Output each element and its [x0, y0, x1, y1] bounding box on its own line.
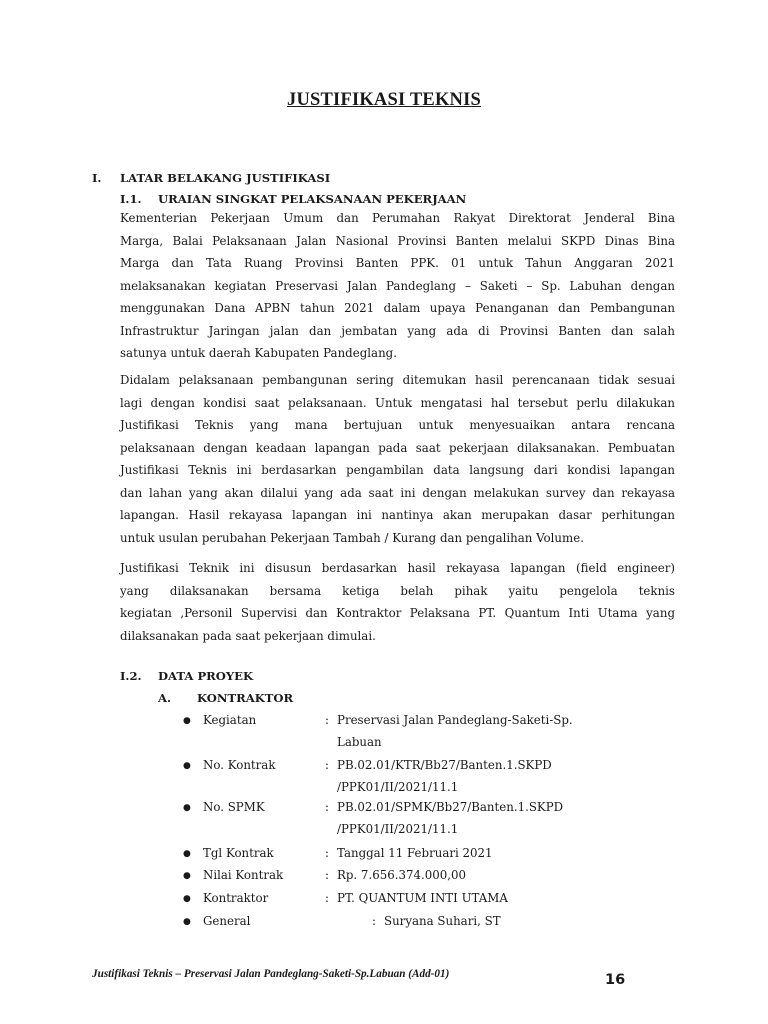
- bullet-icon: ●: [183, 894, 191, 904]
- paragraph-line: Marga, Balai Pelaksanaan Jalan Nasional Provinsi Banten melalui SKPD Dinas Bina: [120, 233, 675, 248]
- item-value: Preservasi Jalan Pandeglang-Saketi-Sp.: [337, 713, 573, 727]
- paragraph-line: kegiatan ,Personil Supervisi dan Kontraktor Pelaksana PT. Quantum Inti Utama yang: [120, 606, 675, 620]
- item-label: Tgl Kontrak: [203, 846, 274, 860]
- item-value-continued: Labuan: [337, 735, 382, 749]
- item-colon: :: [325, 868, 329, 882]
- item-colon: :: [325, 713, 329, 727]
- paragraph-line: untuk usulan perubahan Pekerjaan Tambah / Kurang dan pengalihan Volume.: [120, 530, 584, 545]
- paragraph-line: Kementerian Pekerjaan Umum dan Perumahan Rakyat Direktorat Jenderal Bina: [120, 211, 675, 225]
- item-value-continued: /PPK01/II/2021/11.1: [337, 780, 459, 794]
- paragraph-line: pelaksanaan dengan keadaan lapangan pada saat pekerjaan dilaksanakan. Pembuatan: [120, 440, 675, 455]
- subsection-heading: URAIAN SINGKAT PELAKSANAAN PEKERJAAN: [158, 192, 467, 206]
- subsection-number: I.2.: [120, 669, 142, 683]
- item-value: PB.02.01/KTR/Bb27/Banten.1.SKPD: [337, 758, 552, 772]
- paragraph-line: Justifikasi Teknik ini disusun berdasarkan hasil rekayasa lapangan (field engineer): [120, 561, 675, 575]
- item-colon: :: [325, 800, 329, 814]
- section-number: I.: [92, 171, 102, 185]
- paragraph-line: menggunakan Dana APBN tahun 2021 dalam upaya Penanganan dan Pembangunan: [120, 301, 675, 315]
- bullet-icon: ●: [183, 871, 191, 881]
- item-value: Rp. 7.656.374.000,00: [337, 868, 466, 882]
- item-colon: :: [325, 846, 329, 860]
- bullet-icon: ●: [183, 803, 191, 813]
- item-colon: :: [372, 914, 376, 928]
- item-label: No. SPMK: [203, 800, 265, 814]
- paragraph-line: melaksanakan kegiatan Preservasi Jalan Pandeglang – Saketi – Sp. Labuhan dengan: [120, 278, 675, 293]
- subsubsection-letter: A.: [158, 691, 172, 705]
- item-colon: :: [325, 758, 329, 772]
- item-label: Kontraktor: [203, 891, 269, 905]
- paragraph-line: dilaksanakan pada saat pekerjaan dimulai.: [120, 628, 376, 643]
- paragraph-2: [120, 369, 675, 549]
- page-number: 16: [605, 972, 626, 988]
- paragraph-1: [120, 207, 675, 365]
- paragraph-line: yang dilaksanakan bersama ketiga belah pihak yaitu pengelola teknis: [120, 583, 675, 598]
- paragraph-line: Infrastruktur Jaringan jalan dan jembatan yang ada di Provinsi Banten dan salah: [120, 323, 675, 338]
- bullet-icon: ●: [183, 917, 191, 927]
- item-label: General: [203, 914, 251, 928]
- paragraph-line: satunya untuk daerah Kabupaten Pandeglang.: [120, 346, 397, 360]
- item-value: Tanggal 11 Februari 2021: [337, 846, 493, 860]
- item-value: PB.02.01/SPMK/Bb27/Banten.1.SKPD: [337, 800, 564, 814]
- paragraph-line: lagi dengan kondisi saat pelaksanaan. Untuk mengatasi hal tersebut perlu dilakukan: [120, 395, 675, 410]
- paragraph-line: dan lahan yang akan dilalui yang ada saat ini dengan melakukan survey dan rekayasa: [120, 485, 675, 500]
- paragraph-line: Justifikasi Teknis yang mana bertujuan untuk menyesuaikan antara rencana: [120, 418, 675, 432]
- subsection-heading: DATA PROYEK: [158, 669, 254, 683]
- paragraph-line: Didalam pelaksanaan pembangunan sering ditemukan hasil perencanaan tidak sesuai: [120, 373, 675, 387]
- paragraph-line: Marga dan Tata Ruang Provinsi Banten PPK. 01 untuk Tahun Anggaran 2021: [120, 256, 675, 270]
- subsection-number: I.1.: [120, 192, 142, 206]
- item-label: No. Kontrak: [203, 758, 276, 772]
- bullet-icon: ●: [183, 716, 191, 726]
- bullet-icon: ●: [183, 849, 191, 859]
- subsubsection-heading: KONTRAKTOR: [197, 691, 294, 705]
- document-title: JUSTIFIKASI TEKNIS: [287, 90, 481, 110]
- item-label: Nilai Kontrak: [203, 868, 284, 882]
- item-label: Kegiatan: [203, 713, 257, 727]
- bullet-icon: ●: [183, 761, 191, 771]
- page-footer: Justifikasi Teknis – Preservasi Jalan Pandeglang-Saketi-Sp.Labuan (Add-01): [92, 968, 450, 980]
- paragraph-line: Justifikasi Teknis ini berdasarkan pengambilan data langsung dari kondisi lapangan: [120, 463, 675, 477]
- item-value-continued: /PPK01/II/2021/11.1: [337, 822, 459, 836]
- item-value: PT. QUANTUM INTI UTAMA: [337, 891, 508, 905]
- item-value: Suryana Suhari, ST: [384, 914, 501, 928]
- section-heading: LATAR BELAKANG JUSTIFIKASI: [120, 171, 331, 185]
- paragraph-3: [120, 557, 675, 647]
- item-colon: :: [325, 891, 329, 905]
- paragraph-line: lapangan. Hasil rekayasa lapangan ini nantinya akan merupakan dasar perhitungan: [120, 508, 675, 522]
